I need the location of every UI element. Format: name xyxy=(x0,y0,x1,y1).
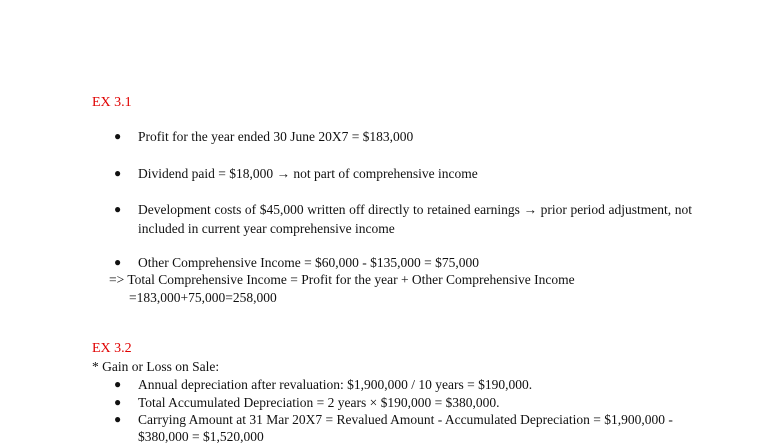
ex32-heading: EX 3.2 xyxy=(92,341,132,356)
bullet-icon: ● xyxy=(114,377,122,391)
ex32-bullet-text: Annual depreciation after revaluation: $1,900,000 / 10 years = $190,000. xyxy=(138,377,533,392)
ex31-bullet-text: Other Comprehensive Income = $60,000 - $135,000 = $75,000 xyxy=(138,255,480,270)
ex31-conclusion-line1: => Total Comprehensive Income = Profit for the year + Other Comprehensive Income xyxy=(109,272,575,287)
bullet-icon: ● xyxy=(114,202,122,216)
ex31-heading: EX 3.1 xyxy=(92,95,132,110)
bullet-icon: ● xyxy=(114,395,122,409)
ex32-bullet-text: Carrying Amount at 31 Mar 20X7 = Revalued Amount - Accumulated Depreciation = $1,900,000 - $380,000 = $1,520,000 xyxy=(138,412,673,444)
ex32-bullet-text: Total Accumulated Depreciation = 2 years × $190,000 = $380,000. xyxy=(138,395,500,410)
ex31-bullet-text: Development costs of $45,000 written off directly to retained earnings → prior period adjustment, not included in current year comprehensive income xyxy=(138,202,692,236)
bullet-icon: ● xyxy=(114,166,122,180)
bullet-icon: ● xyxy=(114,412,122,426)
ex32-subheading: * Gain or Loss on Sale: xyxy=(92,359,220,374)
bullet-icon: ● xyxy=(114,255,122,269)
bullet-icon: ● xyxy=(114,129,122,143)
ex31-conclusion-line2: =183,000+75,000=258,000 xyxy=(129,290,277,305)
ex31-bullet-text: Profit for the year ended 30 June 20X7 = $183,000 xyxy=(138,129,414,144)
ex31-bullet-text: Dividend paid = $18,000 → not part of comprehensive income xyxy=(138,166,478,181)
